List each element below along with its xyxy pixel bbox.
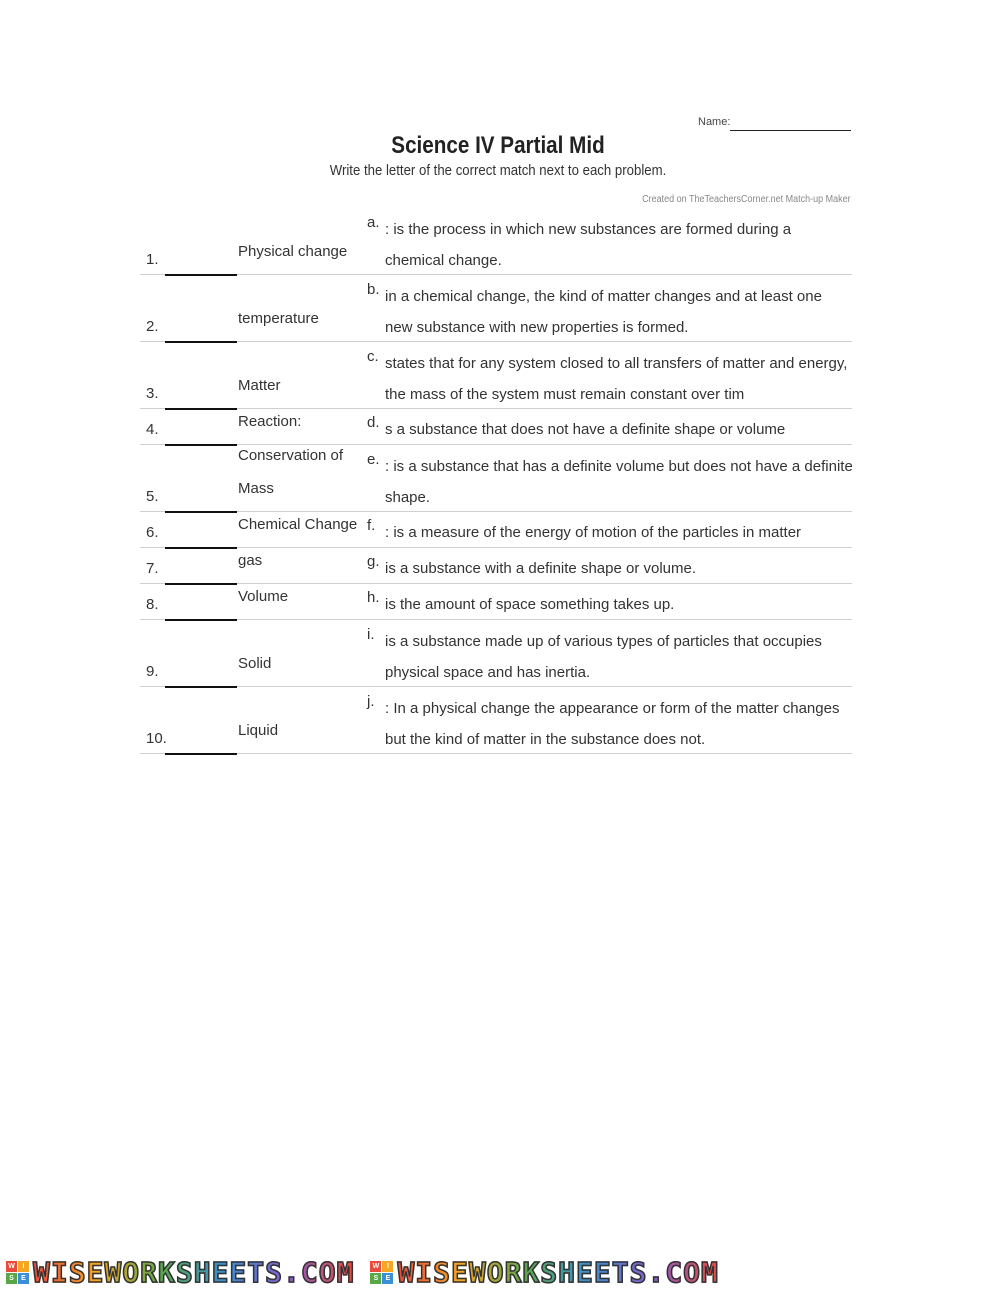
match-row	[140, 584, 852, 620]
logo-grid-icon	[6, 1261, 29, 1284]
logo-letter: W	[6, 1261, 17, 1272]
term: Solid	[238, 655, 272, 672]
logo-letter: I	[18, 1261, 29, 1272]
logo-grid-icon	[370, 1261, 393, 1284]
row-number: 1.	[146, 251, 159, 268]
term: Volume	[238, 588, 289, 605]
credit-text: Created on TheTeachersCorner.net Match-up Maker	[642, 194, 851, 205]
term: temperature	[238, 310, 319, 327]
definition: : is a measure of the energy of motion of the particles in matter	[385, 524, 802, 541]
name-label: Name:	[698, 116, 731, 128]
row-number: 7.	[146, 560, 159, 577]
name-input-line[interactable]	[730, 130, 851, 131]
match-table	[140, 208, 852, 754]
brand-logo[interactable]	[370, 1256, 718, 1289]
logo-letter: S	[6, 1273, 17, 1284]
match-row	[140, 687, 852, 754]
definition: is a substance made up of various types of particles that occupies physical space and has inertia.	[385, 633, 822, 681]
logo-letter: I	[382, 1261, 393, 1272]
option-letter: b.	[367, 281, 380, 298]
row-number: 8.	[146, 596, 159, 613]
match-row	[140, 620, 852, 687]
term: Chemical Change	[238, 516, 358, 533]
answer-blank[interactable]	[165, 753, 237, 755]
option-letter: h.	[367, 589, 380, 606]
row-number: 3.	[146, 385, 159, 402]
definition: : is the process in which new substances are formed during a chemical change.	[385, 221, 792, 269]
row-number: 6.	[146, 524, 159, 541]
logo-letter: W	[370, 1261, 381, 1272]
definition: is a substance with a definite shape or volume.	[385, 560, 697, 577]
term: Reaction:	[238, 413, 302, 430]
row-number: 2.	[146, 318, 159, 335]
option-letter: g.	[367, 553, 380, 570]
brand-text: WISEWORKSHEETS.COM	[397, 1255, 719, 1289]
match-row	[140, 445, 852, 512]
row-number: 9.	[146, 663, 159, 680]
definition: s a substance that does not have a definite shape or volume	[385, 421, 786, 438]
match-row	[140, 342, 852, 409]
term: Matter	[238, 377, 281, 394]
match-row	[140, 548, 852, 584]
match-row	[140, 512, 852, 548]
row-number: 10.	[146, 730, 167, 747]
definition: in a chemical change, the kind of matter changes and at least one new substance with new properties is formed.	[385, 288, 822, 336]
term: gas	[238, 552, 263, 569]
logo-letter: S	[370, 1273, 381, 1284]
footer-banner	[0, 1253, 1000, 1291]
option-letter: i.	[367, 626, 375, 643]
definition: is the amount of space something takes up.	[385, 596, 675, 613]
term: Conservation of Mass	[238, 447, 344, 497]
page-title: Science IV Partial Mid	[391, 132, 605, 159]
term: Liquid	[238, 722, 279, 739]
logo-letter: E	[382, 1273, 393, 1284]
option-letter: j.	[367, 693, 375, 710]
match-row	[140, 275, 852, 342]
option-letter: c.	[367, 348, 379, 365]
row-number: 5.	[146, 488, 159, 505]
definition: : In a physical change the appearance or form of the matter changes but the kind of matter in the substance does not.	[385, 700, 840, 748]
brand-text: WISEWORKSHEETS.COM	[33, 1255, 355, 1289]
match-row	[140, 208, 852, 275]
option-letter: a.	[367, 214, 380, 231]
option-letter: d.	[367, 414, 380, 431]
definition: : is a substance that has a definite volume but does not have a definite shape.	[385, 458, 853, 506]
instructions: Write the letter of the correct match next to each problem.	[329, 162, 667, 179]
brand-logo[interactable]	[6, 1256, 354, 1289]
logo-letter: E	[18, 1273, 29, 1284]
term: Physical change	[238, 243, 348, 260]
option-letter: f.	[367, 517, 376, 534]
row-number: 4.	[146, 421, 159, 438]
option-letter: e.	[367, 451, 380, 468]
definition: states that for any system closed to all transfers of matter and energy, the mass of the system must remain constant over tim	[385, 355, 848, 403]
